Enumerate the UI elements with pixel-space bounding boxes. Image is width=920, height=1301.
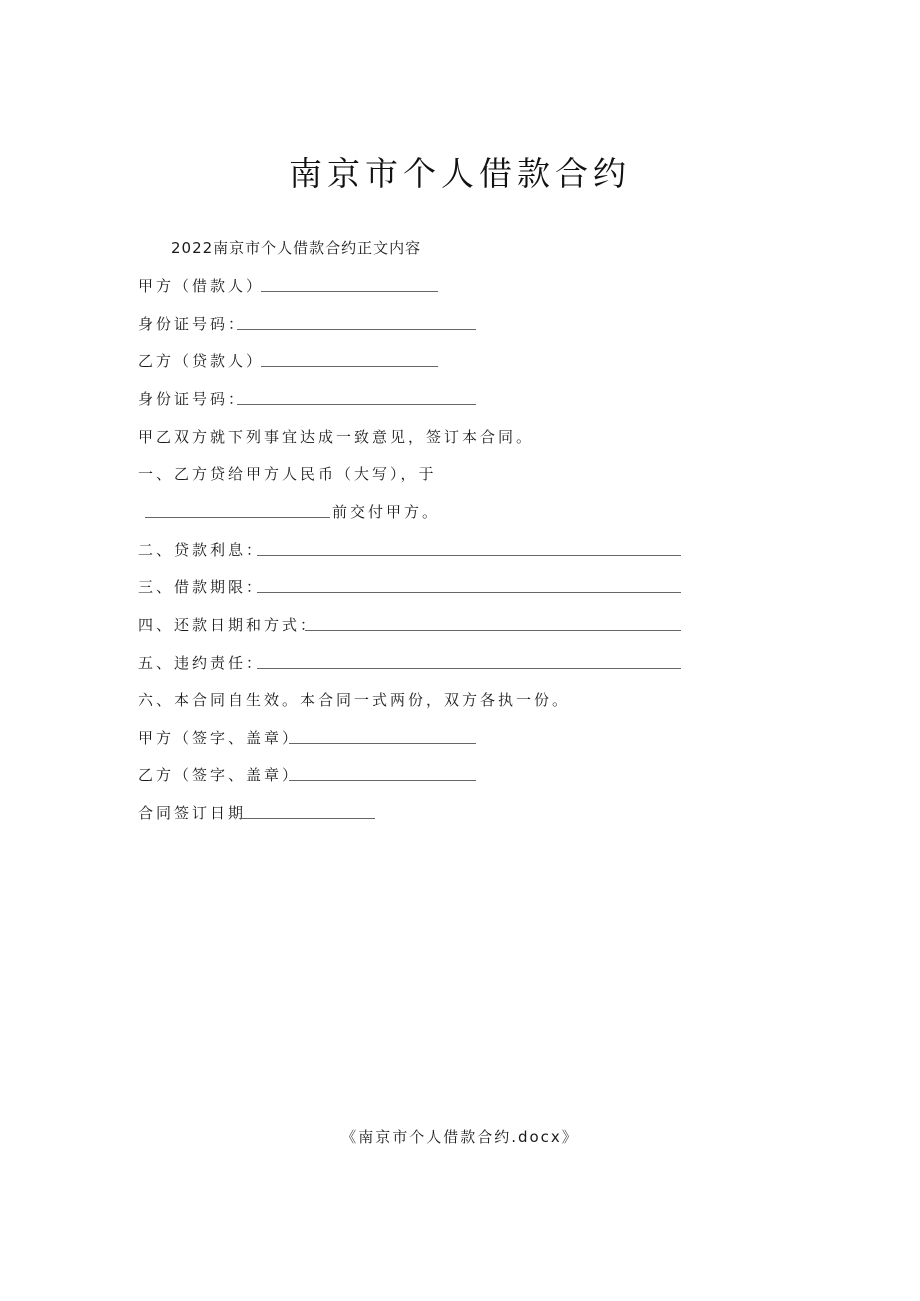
signing-date-blank [241, 818, 375, 819]
clause-6: 六、本合同自生效。本合同一式两份，双方各执一份。 [138, 691, 571, 709]
clause-5-blank [257, 668, 681, 669]
clause-3-label: 三、借款期限： [138, 578, 265, 596]
signing-date-label: 合同签订日期 [138, 804, 247, 822]
clause-1-date-blank [145, 517, 330, 518]
party-a-signature-blank [289, 743, 476, 744]
clause-2-label: 二、贷款利息： [138, 541, 265, 559]
party-b-signature-blank [289, 780, 476, 781]
party-b-id-blank [237, 404, 476, 405]
clause-3-blank [257, 592, 681, 593]
clause-5-label: 五、违约责任： [138, 654, 265, 672]
document-title: 南京市个人借款合约 [289, 154, 631, 193]
party-a-signature-label: 甲方（签字、盖章） [138, 729, 301, 747]
party-b-label: 乙方（贷款人） [138, 352, 265, 370]
party-b-signature-label: 乙方（签字、盖章） [138, 766, 301, 784]
party-a-label: 甲方（借款人） [138, 277, 265, 295]
party-a-id-label: 身份证号码： [138, 315, 247, 333]
agreement-intro: 甲乙双方就下列事宜达成一致意见，签订本合同。 [138, 428, 535, 446]
clause-1-continuation: 前交付甲方。 [332, 503, 441, 521]
document-footer: 《南京市个人借款合约.docx》 [341, 1128, 579, 1146]
clause-4-blank [305, 630, 681, 631]
party-b-blank [261, 366, 438, 367]
clause-1: 一、乙方贷给甲方人民币（大写），于 [138, 465, 437, 483]
clause-2-blank [257, 555, 681, 556]
party-b-id-label: 身份证号码： [138, 390, 247, 408]
document-subtitle: 2022南京市个人借款合约正文内容 [171, 239, 422, 257]
clause-4-label: 四、还款日期和方式： [138, 616, 319, 634]
party-a-id-blank [237, 329, 476, 330]
party-a-blank [261, 291, 438, 292]
